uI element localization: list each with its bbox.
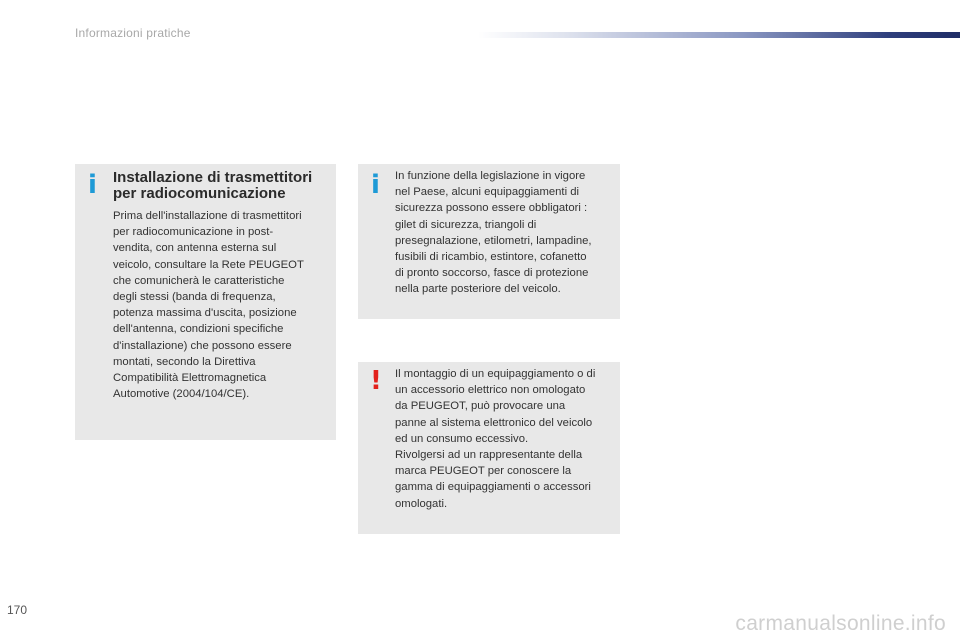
box-text: In funzione della legislazione in vigore nel Paese, alcuni equipaggiamenti di sicurezza possono essere obbligatori : gilet di sicurezza, triangoli di presegnalazione, etilometri, lampadine, fusibili di ricambio, estintore, cofanetto di pronto soccorso, fasce di protezione nella parte posteriore del veicolo. <box>395 170 592 296</box>
watermark: carmanualsonline.info <box>735 612 946 635</box>
radio-transmitter-box <box>75 164 336 440</box>
electrical-accessory-warning-box <box>358 362 620 534</box>
box-text: Il montaggio di un equipaggiamento o di un accessorio elettrico non omologato da PEUGEOT, può provocare una panne al sistema elettronico del veicolo ed un consumo eccessivo. Rivolgersi ad un rappresentante della marca PEUGEOT per conoscere la gamma di equipaggiamenti o accessori omologati. <box>395 368 596 510</box>
header-bar <box>478 32 960 38</box>
box-title: Installazione di trasmettitori per radiocomunicazione <box>113 169 313 202</box>
page-number: 170 <box>7 603 28 617</box>
box-text: Prima dell'installazione di trasmettitori per radiocomunicazione in post- vendita, con antenna esterna sul veicolo, consultare la Rete PEUGEOT che comunicherà le caratteristiche degli stessi (banda di frequenza, potenza massima d'uscita, posizione dell'antenna, condizioni specifiche d'installazione) che possono essere montati, secondo la Direttiva Compatibilità Elettromagnetica Automotive (2004/104/CE). <box>113 210 304 401</box>
section-title: Informazioni pratiche <box>75 26 191 40</box>
warning-icon: ! <box>370 366 382 396</box>
info-icon: i <box>88 170 97 200</box>
info-icon: i <box>371 170 380 200</box>
safety-equipment-box <box>358 164 620 319</box>
